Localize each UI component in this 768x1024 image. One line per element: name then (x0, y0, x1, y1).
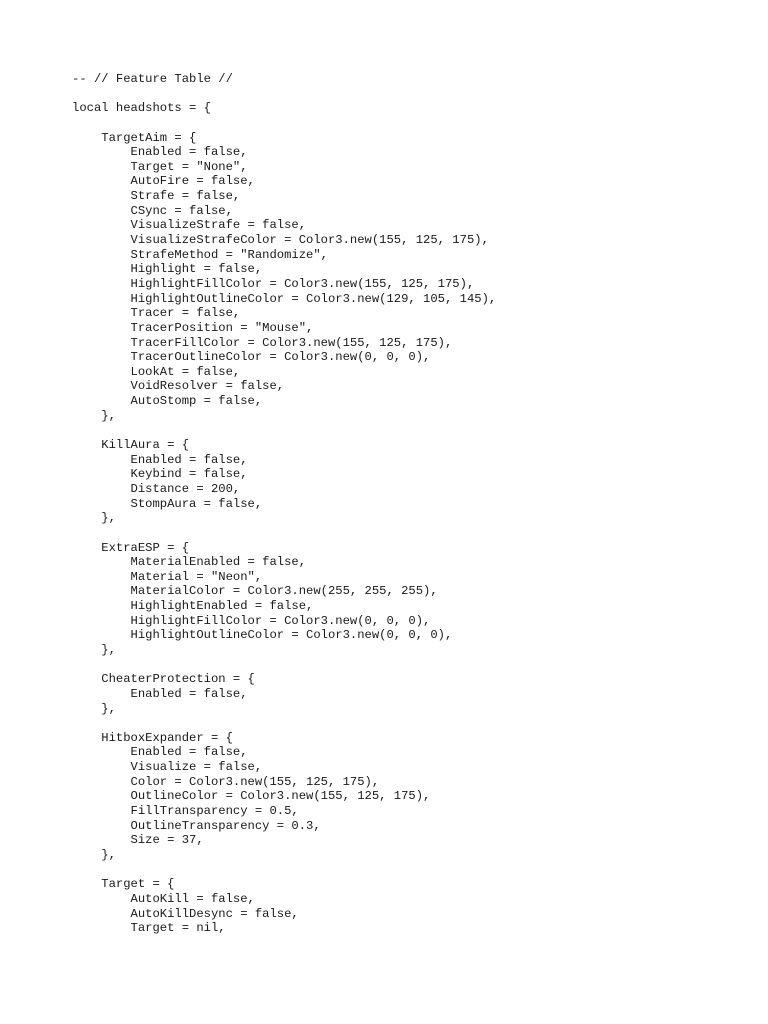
code-line: HighlightOutlineColor = Color3.new(0, 0, 0), (72, 628, 453, 643)
code-line: }, (72, 408, 116, 423)
code-line: HighlightFillColor = Color3.new(155, 125, 175), (72, 276, 475, 291)
code-line: Enabled = false, (72, 145, 248, 160)
code-line: Tracer = false, (72, 306, 241, 321)
code-line: OutlineColor = Color3.new(155, 125, 175), (72, 789, 431, 804)
code-line: MaterialColor = Color3.new(255, 255, 255), (72, 584, 438, 599)
code-line: CheaterProtection = { (72, 672, 255, 687)
code-line: Enabled = false, (72, 745, 248, 760)
code-line: }, (72, 847, 116, 862)
code-line: KillAura = { (72, 438, 190, 453)
code-line: TracerFillColor = Color3.new(155, 125, 175), (72, 335, 453, 350)
code-line: HighlightFillColor = Color3.new(0, 0, 0), (72, 613, 431, 628)
code-line: TracerOutlineColor = Color3.new(0, 0, 0), (72, 350, 431, 365)
code-line (72, 423, 752, 438)
code-line: Target = nil, (72, 921, 226, 936)
code-line: VisualizeStrafe = false, (72, 218, 307, 233)
code-line: StompAura = false, (72, 496, 263, 511)
code-line: local headshots = { (72, 101, 211, 116)
code-line: TracerPosition = "Mouse", (72, 320, 314, 335)
code-line: Distance = 200, (72, 481, 241, 496)
code-line: ExtraESP = { (72, 540, 190, 555)
code-line: HighlightEnabled = false, (72, 599, 314, 614)
code-line: MaterialEnabled = false, (72, 555, 307, 570)
code-line: Visualize = false, (72, 760, 263, 775)
code-line (72, 116, 752, 131)
code-line: Target = { (72, 877, 175, 892)
code-line: Material = "Neon", (72, 569, 263, 584)
code-line: OutlineTransparency = 0.3, (72, 818, 321, 833)
code-line (72, 863, 752, 878)
code-line (72, 716, 752, 731)
code-line: }, (72, 642, 116, 657)
code-line: Highlight = false, (72, 262, 263, 277)
code-line: AutoKillDesync = false, (72, 906, 299, 921)
code-line (72, 526, 752, 541)
code-line: }, (72, 701, 116, 716)
code-line: Keybind = false, (72, 467, 248, 482)
code-line: AutoFire = false, (72, 174, 255, 189)
code-line: TargetAim = { (72, 130, 197, 145)
code-line: FillTransparency = 0.5, (72, 804, 299, 819)
code-line: Strafe = false, (72, 189, 241, 204)
code-line: Enabled = false, (72, 452, 248, 467)
code-line: HighlightOutlineColor = Color3.new(129, 105, 145), (72, 291, 497, 306)
code-line (72, 658, 752, 673)
code-line: -- // Feature Table // (72, 72, 233, 86)
code-line: AutoKill = false, (72, 891, 255, 906)
code-document (72, 72, 752, 936)
code-line (72, 87, 752, 102)
code-line: VoidResolver = false, (72, 379, 285, 394)
code-line: StrafeMethod = "Randomize", (72, 247, 328, 262)
code-line: HitboxExpander = { (72, 730, 233, 745)
code-line: Size = 37, (72, 833, 204, 848)
code-line: Color = Color3.new(155, 125, 175), (72, 774, 380, 789)
code-line: AutoStomp = false, (72, 394, 263, 409)
code-line: CSync = false, (72, 203, 233, 218)
code-line: Enabled = false, (72, 686, 248, 701)
code-line: LookAt = false, (72, 364, 241, 379)
code-line: VisualizeStrafeColor = Color3.new(155, 125, 175), (72, 233, 489, 248)
code-line: Target = "None", (72, 159, 248, 174)
code-line: }, (72, 511, 116, 526)
